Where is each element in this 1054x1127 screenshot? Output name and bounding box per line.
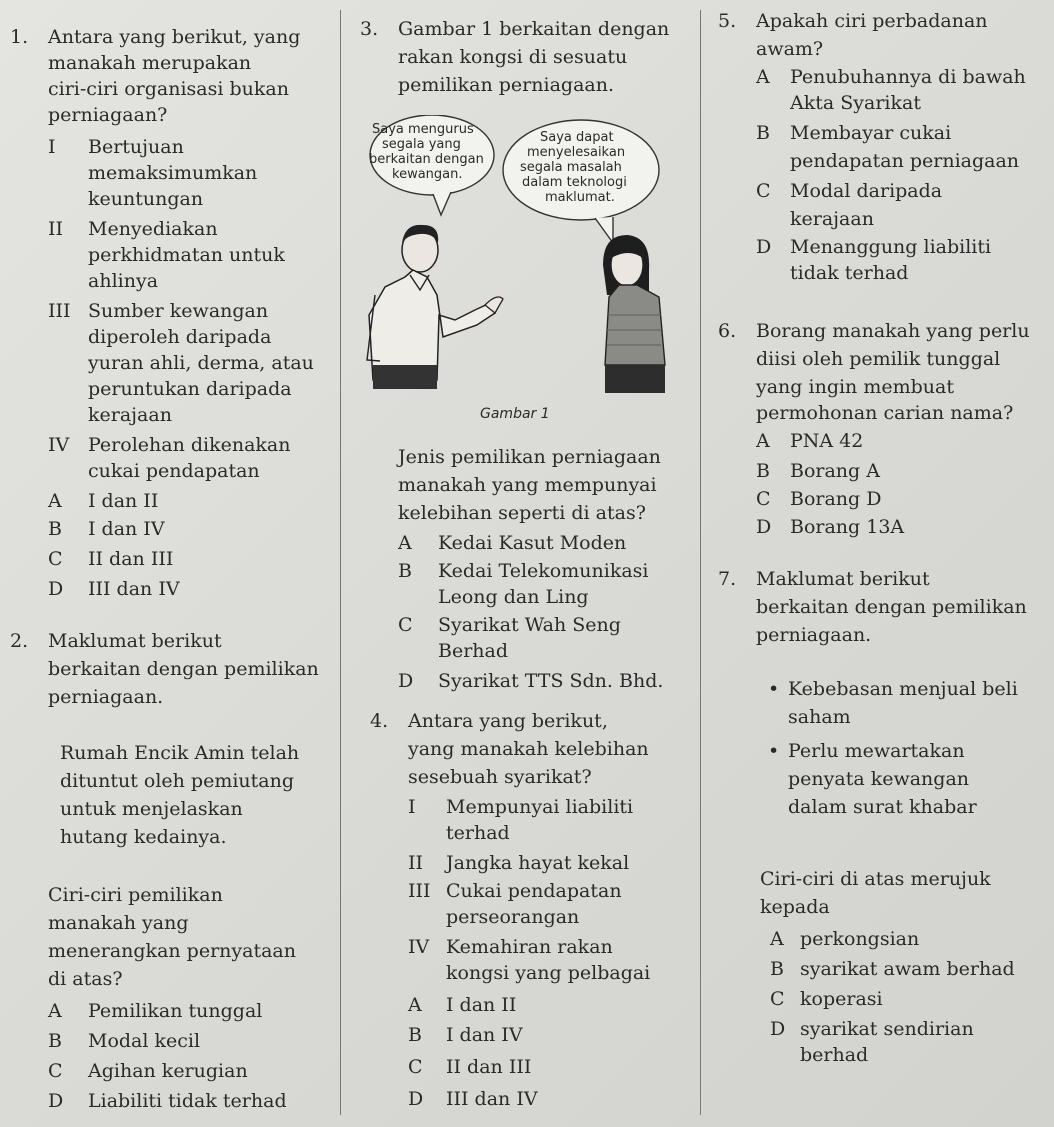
item-text: Cukai pendapatan: [446, 880, 622, 902]
option-text[interactable]: Kedai Kasut Moden: [438, 532, 627, 554]
option-letter[interactable]: D: [48, 578, 64, 600]
bubble-left-line: kewangan.: [392, 167, 463, 182]
man-figure: [367, 225, 503, 389]
option-letter[interactable]: C: [48, 548, 63, 570]
item-label: I: [408, 796, 416, 818]
option-text[interactable]: I dan IV: [88, 518, 165, 540]
option-letter[interactable]: B: [756, 460, 770, 482]
option-letter[interactable]: B: [756, 122, 770, 144]
item-text: Jangka hayat kekal: [446, 852, 630, 874]
item-text: Menyediakan: [88, 218, 218, 240]
item-label: III: [408, 880, 431, 902]
question-stem-line: permohonan carian nama?: [756, 402, 1014, 424]
option-letter[interactable]: C: [770, 988, 785, 1010]
column-divider-right: [700, 10, 701, 1115]
option-letter[interactable]: A: [756, 430, 770, 452]
speech-bubble-left-tail: [433, 192, 451, 215]
option-letter[interactable]: A: [48, 490, 62, 512]
option-letter[interactable]: B: [398, 560, 412, 582]
option-letter[interactable]: C: [408, 1056, 423, 1078]
question-number: 3.: [360, 18, 379, 40]
woman-figure: [603, 235, 665, 393]
figure-caption: Gambar 1: [480, 406, 550, 422]
question-stem-line: perniagaan.: [48, 686, 164, 708]
option-text[interactable]: Liabiliti tidak terhad: [88, 1090, 287, 1112]
bubble-right-line: menyelesaikan: [527, 145, 626, 160]
option-letter[interactable]: C: [756, 180, 771, 202]
option-letter[interactable]: B: [48, 518, 62, 540]
question-stem-line: Maklumat berikut: [48, 630, 222, 652]
column-divider-left: [340, 10, 341, 1115]
option-text[interactable]: syarikat awam berhad: [800, 958, 1015, 980]
option-letter[interactable]: A: [48, 1000, 62, 1022]
item-label: IV: [48, 434, 70, 456]
option-text[interactable]: II dan III: [88, 548, 174, 570]
question-stem-line: pemilikan perniagaan.: [398, 74, 614, 96]
option-letter[interactable]: A: [408, 994, 422, 1016]
question-line: Ciri-ciri di atas merujuk: [760, 868, 991, 890]
item-text: kongsi yang pelbagai: [446, 962, 651, 984]
item-label: II: [408, 852, 424, 874]
option-text[interactable]: PNA 42: [790, 430, 864, 452]
item-text: Bertujuan: [88, 136, 184, 158]
option-text[interactable]: Kedai Telekomunikasi: [438, 560, 649, 582]
bubble-left-line: berkaitan dengan: [369, 152, 484, 167]
option-text[interactable]: pendapatan perniagaan: [790, 150, 1020, 172]
item-text: Mempunyai liabiliti: [446, 796, 634, 818]
question-line: kelebihan seperti di atas?: [398, 502, 646, 524]
item-text: Sumber kewangan: [88, 300, 269, 322]
bubble-left-line: segala yang: [382, 137, 461, 152]
option-letter[interactable]: C: [398, 614, 413, 636]
bullet-text: dalam surat khabar: [788, 796, 977, 818]
question-stem-line: sesebuah syarikat?: [408, 766, 592, 788]
question-line: menerangkan pernyataan: [48, 940, 296, 962]
question-line: di atas?: [48, 968, 123, 990]
info-line: Rumah Encik Amin telah: [60, 742, 300, 764]
question-stem-line: yang ingin membuat: [756, 376, 954, 398]
question-stem-line: Maklumat berikut: [756, 568, 930, 590]
option-text[interactable]: kerajaan: [790, 208, 874, 230]
question-stem-line: perniagaan.: [756, 624, 872, 646]
option-text[interactable]: Akta Syarikat: [790, 92, 921, 114]
question-stem-line: Antara yang berikut,: [408, 710, 608, 732]
option-text[interactable]: Borang D: [790, 488, 882, 510]
option-letter[interactable]: B: [48, 1030, 62, 1052]
item-text: diperoleh daripada: [88, 326, 272, 348]
question-stem-line: yang manakah kelebihan: [408, 738, 649, 760]
option-text[interactable]: syarikat sendirian: [800, 1018, 974, 1040]
question-number: 6.: [718, 320, 737, 342]
item-label: I: [48, 136, 56, 158]
option-letter[interactable]: B: [408, 1024, 422, 1046]
option-text[interactable]: Penubuhannya di bawah: [790, 66, 1026, 88]
item-text: memaksimumkan: [88, 162, 258, 184]
item-text: Perolehan dikenakan: [88, 434, 291, 456]
question-stem-line: berkaitan dengan pemilikan: [756, 596, 1027, 618]
item-text: ahlinya: [88, 270, 159, 292]
question-stem-line: diisi oleh pemilik tunggal: [756, 348, 1001, 370]
question-stem-line: manakah merupakan: [48, 52, 252, 74]
question-line: kepada: [760, 896, 830, 918]
option-letter[interactable]: A: [770, 928, 784, 950]
option-text[interactable]: II dan III: [446, 1056, 532, 1078]
option-letter[interactable]: C: [48, 1060, 63, 1082]
question-line: Ciri-ciri pemilikan: [48, 884, 223, 906]
option-text[interactable]: Modal daripada: [790, 180, 943, 202]
option-text[interactable]: Membayar cukai: [790, 122, 952, 144]
option-text[interactable]: I dan IV: [446, 1024, 523, 1046]
item-label: III: [48, 300, 71, 322]
item-text: yuran ahli, derma, atau: [88, 352, 314, 374]
option-text[interactable]: III dan IV: [446, 1088, 538, 1110]
question-stem-line: Borang manakah yang perlu: [756, 320, 1030, 342]
question-number: 7.: [718, 568, 737, 590]
option-text[interactable]: Berhad: [438, 640, 509, 662]
bubble-right-line: Saya dapat: [540, 130, 614, 145]
bullet-text: saham: [788, 706, 851, 728]
option-text[interactable]: Borang 13A: [790, 516, 905, 538]
option-text[interactable]: Leong dan Ling: [438, 586, 589, 608]
option-text[interactable]: Modal kecil: [88, 1030, 201, 1052]
option-text[interactable]: Pemilikan tunggal: [88, 1000, 263, 1022]
info-line: hutang kedainya.: [60, 826, 227, 848]
question-stem-line: Antara yang berikut, yang: [48, 26, 301, 48]
option-text[interactable]: Syarikat TTS Sdn. Bhd.: [438, 670, 664, 692]
question-stem-line: rakan kongsi di sesuatu: [398, 46, 628, 68]
question-number: 2.: [10, 630, 29, 652]
bullet-icon: •: [768, 740, 780, 762]
question-number: 5.: [718, 10, 737, 32]
option-text[interactable]: tidak terhad: [790, 262, 909, 284]
item-text: Kemahiran rakan: [446, 936, 613, 958]
question-line: manakah yang: [48, 912, 189, 934]
option-text[interactable]: Agihan kerugian: [88, 1060, 248, 1082]
info-line: dituntut oleh pemiutang: [60, 770, 295, 792]
option-letter[interactable]: D: [408, 1088, 424, 1110]
item-label: II: [48, 218, 64, 240]
question-stem-line: Gambar 1 berkaitan dengan: [398, 18, 670, 40]
item-text: cukai pendapatan: [88, 460, 260, 482]
question-stem-line: Apakah ciri perbadanan: [756, 10, 988, 32]
question-stem-line: awam?: [756, 38, 824, 60]
option-text[interactable]: perkongsian: [800, 928, 920, 950]
item-text: perseorangan: [446, 906, 580, 928]
bullet-icon: •: [768, 678, 780, 700]
info-line: untuk menjelaskan: [60, 798, 243, 820]
item-label: IV: [408, 936, 430, 958]
item-text: keuntungan: [88, 188, 204, 210]
option-text[interactable]: III dan IV: [88, 578, 180, 600]
option-letter[interactable]: A: [398, 532, 412, 554]
option-letter[interactable]: D: [756, 516, 772, 538]
question-number: 4.: [370, 710, 389, 732]
option-letter[interactable]: D: [48, 1090, 64, 1112]
option-letter[interactable]: D: [398, 670, 414, 692]
option-text[interactable]: I dan II: [446, 994, 517, 1016]
option-text[interactable]: Syarikat Wah Seng: [438, 614, 621, 636]
option-letter[interactable]: D: [756, 236, 772, 258]
question-stem-line: perniagaan?: [48, 104, 168, 126]
question-stem-line: berkaitan dengan pemilikan: [48, 658, 319, 680]
question-line: Jenis pemilikan perniagaan: [398, 446, 661, 468]
option-text[interactable]: koperasi: [800, 988, 883, 1010]
option-letter[interactable]: D: [770, 1018, 786, 1040]
bubble-right-line: segala masalah: [520, 160, 622, 175]
option-text[interactable]: Borang A: [790, 460, 880, 482]
bullet-text: penyata kewangan: [788, 768, 970, 790]
question-stem-line: ciri-ciri organisasi bukan: [48, 78, 289, 100]
option-letter[interactable]: B: [770, 958, 784, 980]
option-text[interactable]: I dan II: [88, 490, 159, 512]
item-text: terhad: [446, 822, 510, 844]
question-line: manakah yang mempunyai: [398, 474, 657, 496]
bubble-right-line: dalam teknologi: [522, 175, 627, 190]
item-text: kerajaan: [88, 404, 172, 426]
option-text[interactable]: berhad: [800, 1044, 869, 1066]
item-text: peruntukan daripada: [88, 378, 292, 400]
option-text[interactable]: Menanggung liabiliti: [790, 236, 992, 258]
option-letter[interactable]: C: [756, 488, 771, 510]
speech-bubble-right-tail: [595, 217, 613, 243]
question-number: 1.: [10, 26, 29, 48]
bubble-left-line: Saya mengurus: [372, 122, 474, 137]
bubble-right-line: maklumat.: [545, 190, 615, 205]
bullet-text: Perlu mewartakan: [788, 740, 965, 762]
option-letter[interactable]: A: [756, 66, 770, 88]
bullet-text: Kebebasan menjual beli: [788, 678, 1018, 700]
item-text: perkhidmatan untuk: [88, 244, 285, 266]
